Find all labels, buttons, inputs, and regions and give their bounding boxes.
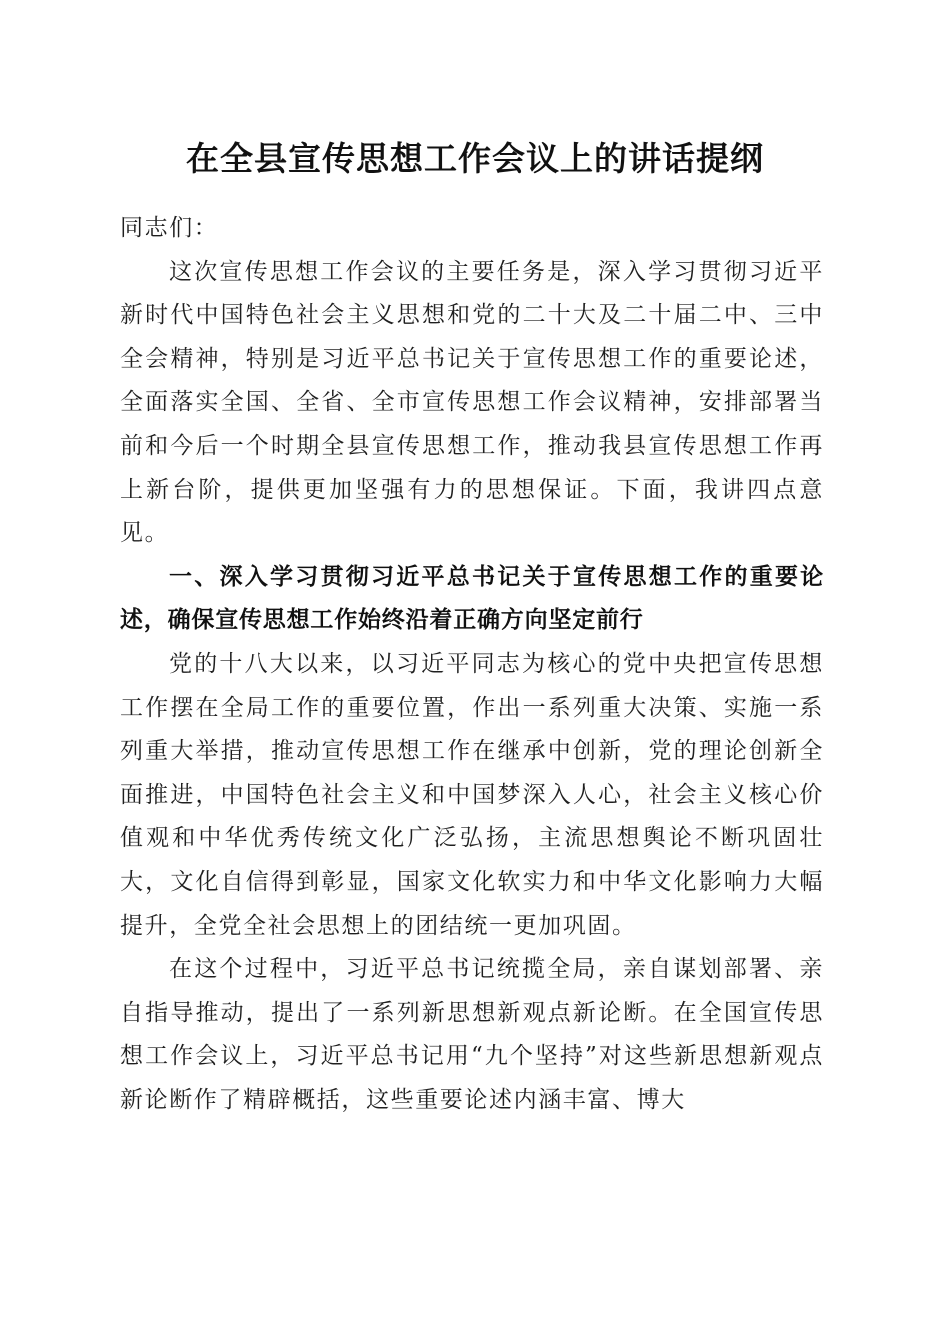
section-one-paragraph: 在这个过程中，习近平总书记统揽全局，亲自谋划部署、亲自指导推动，提出了一系列新思想新观点新论断。在全国宣传思想工作会议上，习近平总书记用“九个坚持”对这些新思想新观点新论断作了精辟概括，这些重要论述内涵丰富、博大 (120, 956, 824, 1113)
section-one-heading: 一、深入学习贯彻习近平总书记关于宣传思想工作的重要论述，确保宣传思想工作始终沿着正确方向坚定前行 (120, 563, 824, 634)
document-title: 在全县宣传思想工作会议上的讲话提纲 (186, 139, 764, 178)
intro-paragraph: 这次宣传思想工作会议的主要任务是，深入学习贯彻习近平新时代中国特色社会主义思想和党的二十大及二十届二中、三中全会精神，特别是习近平总书记关于宣传思想工作的重要论述，全面落实全国、全省、全市宣传思想工作会议精神，安排部署当前和今后一个时期全县宣传思想工作，推动我县宣传思想工作再上新台阶，提供更加坚强有力的思想保证。下面，我讲四点意见。 (120, 258, 824, 547)
salutation: 同志们： (120, 215, 219, 241)
document-body (120, 207, 824, 1122)
section-one-paragraph: 党的十八大以来，以习近平同志为核心的党中央把宣传思想工作摆在全局工作的重要位置，作出一系列重大决策、实施一系列重大举措，推动宣传思想工作在继承中创新，党的理论创新全面推进，中国特色社会主义和中国梦深入人心，社会主义核心价值观和中华优秀传统文化广泛弘扬，主流思想舆论不断巩固壮大，文化自信得到彰显，国家文化软实力和中华文化影响力大幅提升，全党全社会思想上的团结统一更加巩固。 (120, 650, 824, 939)
